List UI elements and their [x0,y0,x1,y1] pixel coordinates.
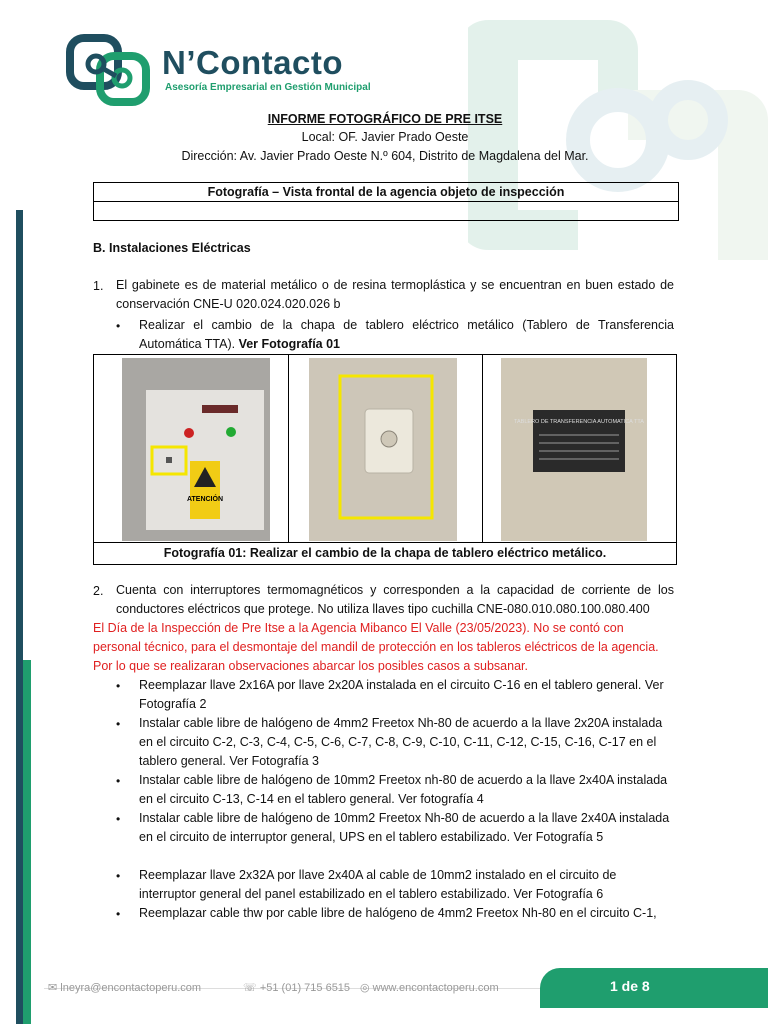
report-title: INFORME FOTOGRÁFICO DE PRE ITSE [267,112,503,126]
item-2-bullet: Reemplazar llave 2x16A por llave 2x20A instalada en el circuito C-16 en el tablero general. Ver Fotografía 2 [139,678,664,711]
footer-web[interactable] [360,981,499,994]
mail-icon: ✉ [48,982,58,994]
report-local: Local: OF. Javier Prado Oeste [301,130,469,144]
photo-plate [483,355,675,542]
item-1-bullet-ref: Ver Fotografía 01 [238,337,341,351]
plate-title: TABLERO DE TRANSFERENCIA AUTOMATICA TTA [514,419,644,425]
brand-tagline: Asesoría Empresarial en Gestión Municipal [165,82,371,93]
front-view-table [93,182,679,221]
item-2-text: Cuenta con interruptores termomagnéticos y corresponden a la capacidad de corriente de los conductores eléctricos que protege. No utiliza llaves tipo cuchilla CNE-080.010.080.100.080.400 [116,583,674,616]
page-number-badge [540,968,768,1008]
page-number: 1 de 8 [610,978,650,994]
item-2-bullet: Instalar cable libre de halógeno de 10mm2 Freetox Nh-80 de acuerdo a la llave 2x40A instalada en el circuito de interruptor general, UPS en el tablero estabilizado. Ver Fotografía 5 [139,811,670,844]
item-1-text: El gabinete es de material metálico o de resina termoplástica y se encuentran en buen estado de conservación CNE-U 020.024.020.026 b [116,278,674,311]
company-logo-icon [66,34,156,106]
footer-email-text: lneyra@encontactoperu.com [60,982,202,994]
phone-icon: ☏ [243,982,257,994]
section-heading: B. Instalaciones Eléctricas [93,241,251,255]
bullet-dot: • [116,717,121,731]
footer-phone[interactable] [243,981,350,994]
item-2-number: 2. [93,584,104,598]
footer-email[interactable] [48,981,201,994]
left-decor-bar [0,0,32,1024]
photo-table [93,354,677,565]
front-view-table-empty-row [94,202,678,220]
bullet-dot: • [116,679,121,693]
brand-name: N’Contacto [162,44,343,81]
photo-cabinet [94,355,288,542]
report-address: Dirección: Av. Javier Prado Oeste N.º 604, Distrito de Magdalena del Mar. [181,149,589,163]
navy-stripe [16,210,23,1024]
photo-lock [289,355,482,542]
bullet-dot: • [116,319,121,333]
photo-caption: Fotografía 01: Realizar el cambio de la chapa de tablero eléctrico metálico. [94,542,676,564]
item-1-number: 1. [93,279,104,293]
item-2-bullet: Reemplazar cable thw por cable libre de halógeno de 4mm2 Freetox Nh-80 en el circuito C-1, [139,906,657,920]
bullet-dot: • [116,774,121,788]
photo-cell-3 [483,355,675,542]
item-2-bullet: Instalar cable libre de halógeno de 10mm2 Freetox nh-80 de acuerdo a la llave 2x40A instalada en el circuito C-13, C-14 en el tablero general. Ver fotografía 4 [139,773,668,806]
photo-cell-1 [94,355,289,542]
footer-web-text: www.encontactoperu.com [372,982,499,994]
footer-phone-text: +51 (01) 715 6515 [259,982,351,994]
bullet-dot: • [116,869,121,883]
item-1-bullet [139,316,674,354]
item-1-bullet-text: Realizar el cambio de la chapa de tablero eléctrico metálico (Tablero de Transferencia Automática TTA). [139,318,674,351]
inspection-note: El Día de la Inspección de Pre Itse a la Agencia Mibanco El Valle (23/05/2023). No se contó con personal técnico, para el desmontaje del mandil de protección en los tableros eléctricos de la agencia. Por lo que se realizaran observaciones abarcar los posibles casos a subsanar. [93,621,659,673]
sign-text: ATENCIÓN [186,496,224,503]
item-2-bullet: Reemplazar llave 2x32A por llave 2x40A al cable de 10mm2 instalado en el circuito de interruptor general del panel estabilizado en el tablero estabilizado. Ver Fotografía 6 [139,868,617,901]
bullet-dot: • [116,812,121,826]
photo-cell-2 [289,355,483,542]
front-view-table-header: Fotografía – Vista frontal de la agencia objeto de inspección [94,183,678,202]
item-2-bullet: Instalar cable libre de halógeno de 4mm2 Freetox Nh-80 de acuerdo a la llave 2x20A instalada en el circuito C-2, C-3, C-4, C-5, C-6, C-7, C-8, C-9, C-10, C-11, C-12, C-15, C-16, C-17 en el tablero general. Ver Fotografía 3 [139,716,663,768]
green-stripe [23,660,31,1024]
bullet-dot: • [116,907,121,921]
web-icon: ◎ [360,982,370,994]
